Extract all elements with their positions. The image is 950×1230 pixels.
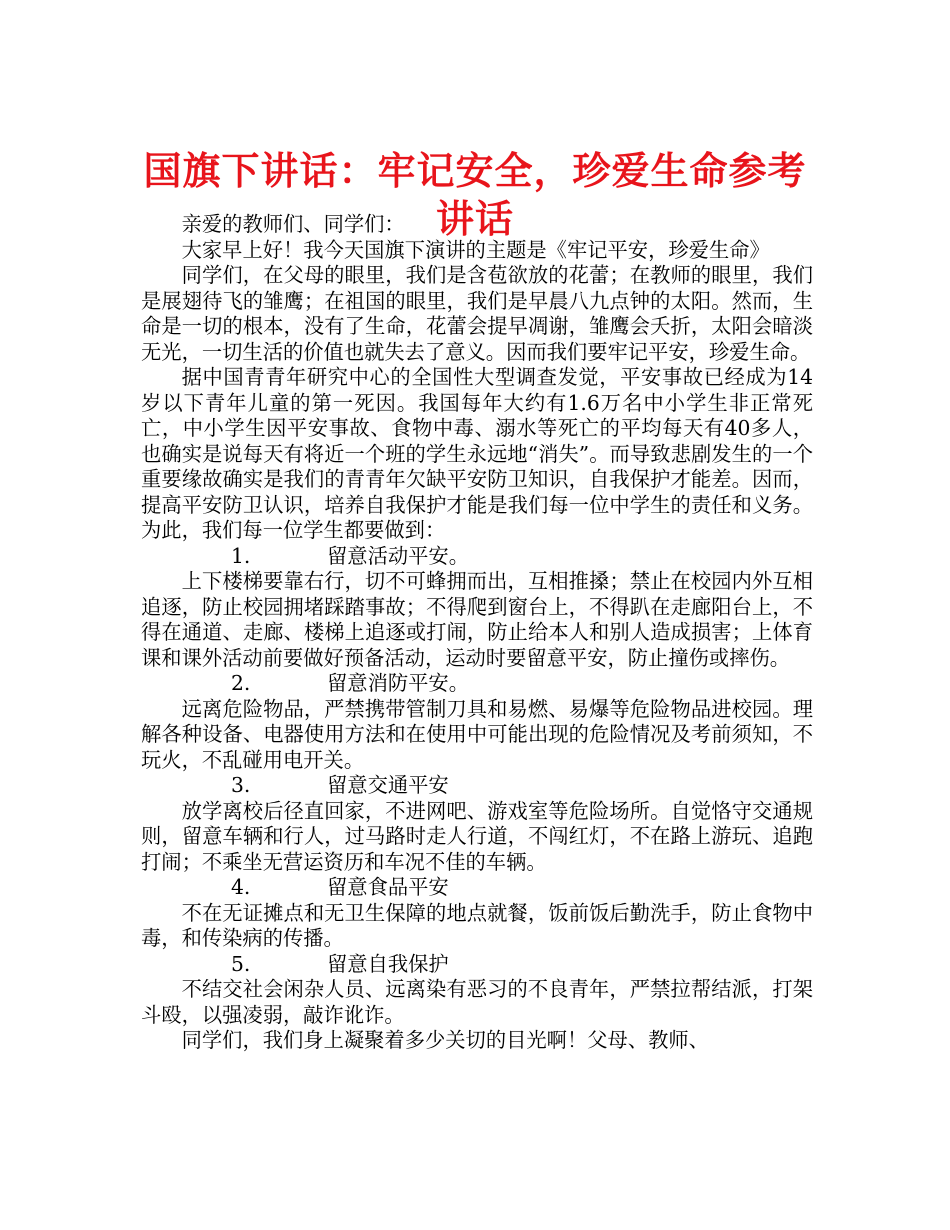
- list-item-title: 留意食品平安: [327, 875, 449, 899]
- document-title: 国旗下讲话：牢记安全，珍爱生命参考讲话: [143, 149, 807, 242]
- list-item-number: 4.: [231, 875, 251, 899]
- list-item-text: 远离危险物品，严禁携带管制刀具和易燃、易爆等危险物品进校园。理解各种设备、电器使用方法和在使用中可能出现的危险情况及考前须知，不玩火，不乱碰用电开关。: [141, 696, 813, 772]
- paragraph-greeting: 大家早上好！我今天国旗下演讲的主题是《牢记平安，珍爱生命》: [181, 237, 770, 262]
- list-item-heading: [141, 952, 813, 978]
- list-item-number: 1.: [231, 543, 251, 568]
- salutation: 亲爱的教师们、同学们：: [181, 212, 405, 236]
- paragraph-survey: 据中国青青年研究中心的全国性大型调查发觉，平安事故已经成为14岁以下青年儿童的第一死因。我国每年大约有1.6万名中小学生非正常死亡，中小学生因平安事故、食物中毒、溺水等死亡的平均每天有40多人，也确实是说每天有将近一个班的学生永远地“消失”。而导致悲剧发生的一个重要缘故确实是我们的青青年欠缺平安防卫知识，自我保护才能差。因而，提高平安防卫认识，培养自我保护才能是我们每一位中学生的责任和义务。为此，我们每一位学生都要做到：: [141, 365, 813, 542]
- list-item-title: 留意交通平安: [327, 773, 449, 797]
- list-item-title: 留意活动平安。: [327, 543, 469, 568]
- list-item-text: 上下楼梯要靠右行，切不可蜂拥而出，互相推搡；禁止在校园内外互相追逐，防止校园拥堵踩踏事故；不得爬到窗台上，不得趴在走廊阳台上，不得在通道、走廊、楼梯上追逐或打闹，防止给本人和别人造成损害；上体育课和课外活动前要做好预备活动，运动时要留意平安，防止撞伤或摔伤。: [141, 569, 813, 670]
- list-item-number: 2.: [231, 671, 251, 695]
- list-item-heading: [141, 773, 813, 799]
- list-item-heading: [141, 875, 813, 901]
- list-item-number: 5.: [231, 951, 251, 976]
- list-item-title: 留意消防平安。: [327, 671, 469, 695]
- list-item-heading: [141, 671, 813, 697]
- list-item-number: 3.: [231, 773, 251, 797]
- list-item-heading: [141, 544, 813, 570]
- list-item-title: 留意自我保护: [327, 951, 449, 976]
- list-item-text: 不在无证摊点和无卫生保障的地点就餐，饭前饭后勤洗手，防止食物中毒，和传染病的传播。: [141, 900, 813, 950]
- document-body: [141, 212, 813, 1054]
- paragraph-closing: 同学们，我们身上凝聚着多少关切的目光啊！父母、教师、: [181, 1028, 709, 1052]
- paragraph-intro: 同学们，在父母的眼里，我们是含苞欲放的花蕾；在教师的眼里，我们是展翅待飞的雏鹰；在祖国的眼里，我们是早晨八九点钟的太阳。然而，生命是一切的根本，没有了生命，花蕾会提早凋谢，雏鹰会夭折，太阳会暗淡无光，一切生活的价值也就失去了意义。因而我们要牢记平安，珍爱生命。: [141, 263, 813, 364]
- list-item-text: 不结交社会闲杂人员、远离染有恶习的不良青年，严禁拉帮结派，打架斗殴，以强凌弱，敲诈讹诈。: [141, 977, 813, 1027]
- list-item-text: 放学离校后径直回家，不进网吧、游戏室等危险场所。自觉恪守交通规则，留意车辆和行人，过马路时走人行道，不闯红灯，不在路上游玩、追跑打闹；不乘坐无营运资历和车况不佳的车辆。: [141, 798, 813, 874]
